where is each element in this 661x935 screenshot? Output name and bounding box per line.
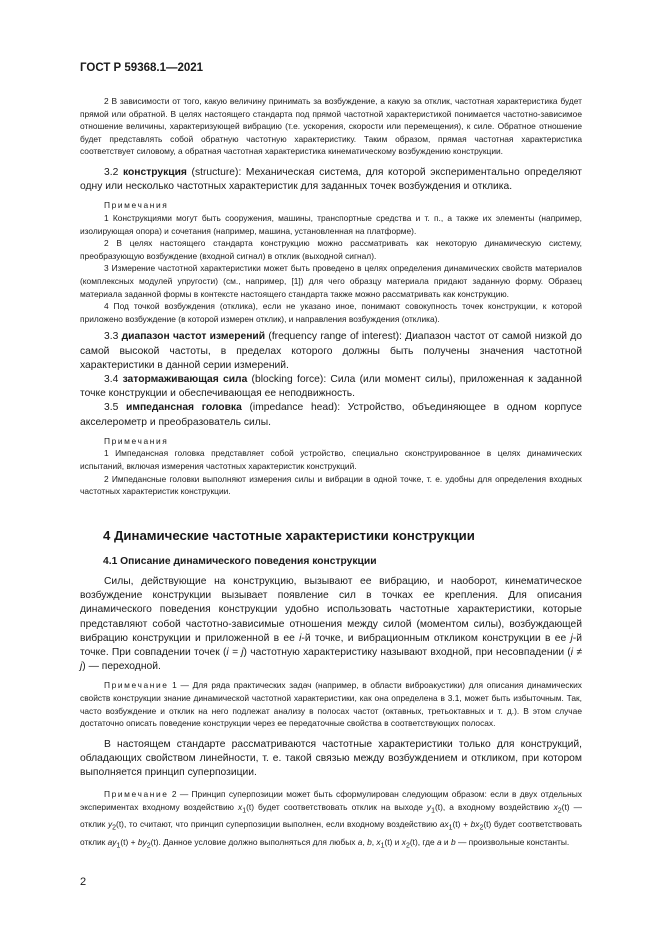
note-1: Примечание 1 — Для ряда практических задач (например, в области виброакустики) для описания динамических свойств конструкции знание динамической частотной характеристики, как она определена в 3.1, может быть избыточным. Так, часто возбуждение и отклик на него подлежат анализу в полосах частот (октавных, третьоктавных и т. д.). В этом случае достаточно описать поведение конструкции через ее передаточные свойства в соответствующих полосах. (80, 680, 582, 729)
term: импедансная головка (126, 402, 242, 414)
note-continuation: 2 В зависимости от того, какую величину принимать за возбуждение, а какую за отклик, частотная характеристика будет прямой или обратной. В целях настоящего стандарта под прямой частотной характеристикой понимается частотно-зависимое отношение величины, характеризующей вибрацию (т.е. ускорения, скорости или перемещения), к силе. Обратное отношение будет представлять собой обратную частотную характеристику. Таким образом, прямая частотная характеристика соответствует силовому, а обратная частотная характеристика кинематическому возбуждению конструкции. (80, 96, 582, 157)
note-item: 2 В целях настоящего стандарта конструкцию можно рассматривать как некоторую динамическую систему, преобразующую возбуждение (входной сигнал) в отклик (выходной сигнал). (80, 238, 582, 261)
notes-title: Примечания (104, 200, 169, 211)
paragraph: Силы, действующие на конструкцию, вызывают ее вибрацию, и наоборот, кинематическое возбуждение конструкции вызывает появление сил в точках ее крепления. Для описания динамического поведения конструкции удобно использовать частотные характеристики, которые представляют собой частотно-зависимые отношения между силой (моментом силы), возбуждающей вибрацию конструкции и приложенной в ее i-й точке, и вибрационным откликом конструкции в ее j-й точке. При совпадении точек (i = j) частотную характеристику называют входной, при несовпадении (i ≠ j) — переходной. (80, 576, 582, 673)
note-item: 4 Под точкой возбуждения (отклика), если не указано иное, понимают совокупность точек конструкции, к которой приложено возбуждение (в которой измерен отклик), и направления возбуждения (отклика). (80, 301, 582, 324)
note-item: 2 Импедансные головки выполняют измерения силы и вибрации в одной точке, т. е. удобны для определения входных частотных характеристик конструкции. (80, 473, 582, 497)
page-number: 2 (80, 876, 87, 888)
note-2: Примечание 2 — Принцип суперпозиции может быть сформулирован следующим образом: если в двух отдельных экспериментах входному воздействию $x_1(t)$ будет соответствовать отклик на выходе $y_1(t)$, а входному воздействию $x_2(t)$ — отклик $y_2(t)$, то считают, что принцип суперпозиции выполнен, если входному воздействию $ax_1(t) + bx_2(t)$ будет соответствовать отклик $ay_1(t) + by_2(t)$. Данное условие должно выполняться для любых a, b, $x_1(t)$ и $x_2(t)$, где a и b — произвольные константы. (80, 789, 582, 850)
standard-header: ГОСТ Р 59368.1—2021 (80, 62, 204, 74)
section-4-heading: 4 Динамические частотные характеристики конструкции (103, 528, 475, 543)
note-item: 1 Конструкциями могут быть сооружения, машины, транспортные средства и т. п., а также их элементы (например, изолирующая опора) и сочетания (например, машина, установленная на платформе). (80, 212, 582, 236)
definition-3-5: 3.5 импедансная головка (impedance head): Устройство, объединяющее в одном корпусе акселерометр и преобразователь силы. (80, 402, 582, 428)
definition-3-4: 3.4 затормаживающая сила (blocking force): Сила (или момент силы), приложенная к заданной точке конструкции и обеспечивающая ее неподвижность. (80, 373, 582, 400)
term: конструкция (122, 166, 187, 178)
definitions-block (80, 95, 582, 498)
term: затормаживающая сила (122, 373, 248, 385)
term: диапазон частот измерений (121, 331, 266, 343)
paragraph: В настоящем стандарте рассматриваются частотные характеристики только для конструкций, обладающих свойством линейности, т. е. такой связью между возбуждением и откликом, при котором выполняется принцип суперпозиции. (80, 738, 582, 779)
note-item: 1 Импедансная головка представляет собой устройство, специально сконструированное в целях динамических испытаний, включая измерения частотных характеристик конструкций. (80, 448, 582, 471)
notes-title: Примечания (104, 435, 169, 446)
note-item: 3 Измерение частотной характеристики может быть проведено в целях определения динамических свойств материалов (комплексных модулей упругости) (см., например, [1]) для чего образцу материала придают заданную форму. Образец материала заданной формы в контексте настоящего стандарта также можно рассматривать как конструкцию. (80, 263, 582, 299)
definition-3-3: 3.3 диапазон частот измерений (frequency range of interest): Диапазон частот от самой низкой до самой высокой частоты, в пределах которого должны быть получены значения частотной характеристики в данной серии измерений. (80, 331, 582, 371)
definition-3-2: 3.2 конструкция (structure): Механическая система, для которой экспериментально определяют одну или несколько частотных характеристик для заданных точек возбуждения и отклика. (80, 166, 582, 193)
section-4-1-heading: 4.1 Описание динамического поведения конструкции (103, 556, 377, 567)
section-4-1-body (80, 575, 582, 853)
